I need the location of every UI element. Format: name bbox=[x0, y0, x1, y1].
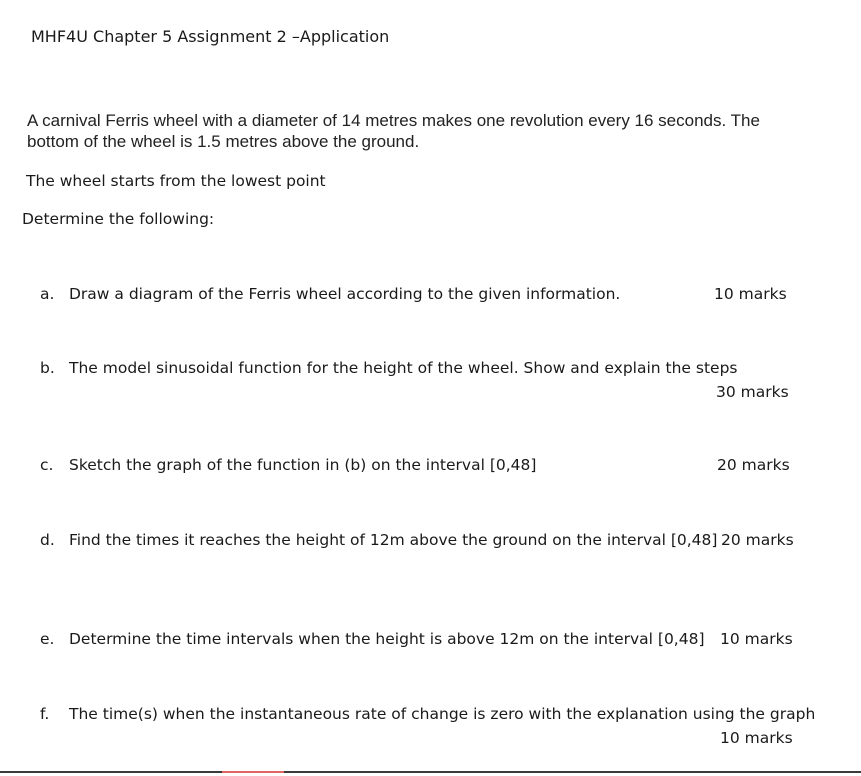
question-c-marks: 20 marks bbox=[717, 456, 790, 474]
page-title: MHF4U Chapter 5 Assignment 2 –Application bbox=[31, 27, 390, 46]
question-e-letter: e. bbox=[40, 630, 55, 648]
question-b-letter: b. bbox=[40, 359, 55, 377]
page-bottom-accent bbox=[222, 771, 284, 773]
question-c-letter: c. bbox=[40, 456, 54, 474]
question-f-text: The time(s) when the instantaneous rate of change is zero with the explanation using the graph bbox=[69, 705, 816, 723]
question-f-marks: 10 marks bbox=[720, 729, 793, 747]
page-bottom-border bbox=[0, 771, 861, 773]
problem-statement-line-1: A carnival Ferris wheel with a diameter of 14 metres makes one revolution every 16 seconds. The bbox=[27, 111, 760, 130]
question-e-marks: 10 marks bbox=[720, 630, 793, 648]
problem-statement-line-2: bottom of the wheel is 1.5 metres above the ground. bbox=[27, 132, 420, 151]
question-a-text: Draw a diagram of the Ferris wheel according to the given information. bbox=[69, 285, 621, 303]
question-f-letter: f. bbox=[40, 705, 50, 723]
question-a-marks: 10 marks bbox=[714, 285, 787, 303]
question-d-marks: 20 marks bbox=[721, 531, 794, 549]
question-b-text: The model sinusoidal function for the height of the wheel. Show and explain the steps bbox=[69, 359, 738, 377]
instructions-prompt: Determine the following: bbox=[22, 210, 215, 228]
question-d-letter: d. bbox=[40, 531, 55, 549]
problem-statement bbox=[27, 110, 760, 152]
question-b-marks: 30 marks bbox=[716, 383, 789, 401]
question-c-text: Sketch the graph of the function in (b) on the interval [0,48] bbox=[69, 456, 537, 474]
start-condition-note: The wheel starts from the lowest point bbox=[26, 172, 326, 190]
question-a-letter: a. bbox=[40, 285, 55, 303]
question-d-text: Find the times it reaches the height of 12m above the ground on the interval [0,48] bbox=[69, 531, 718, 549]
question-e-text: Determine the time intervals when the height is above 12m on the interval [0,48] bbox=[69, 630, 705, 648]
